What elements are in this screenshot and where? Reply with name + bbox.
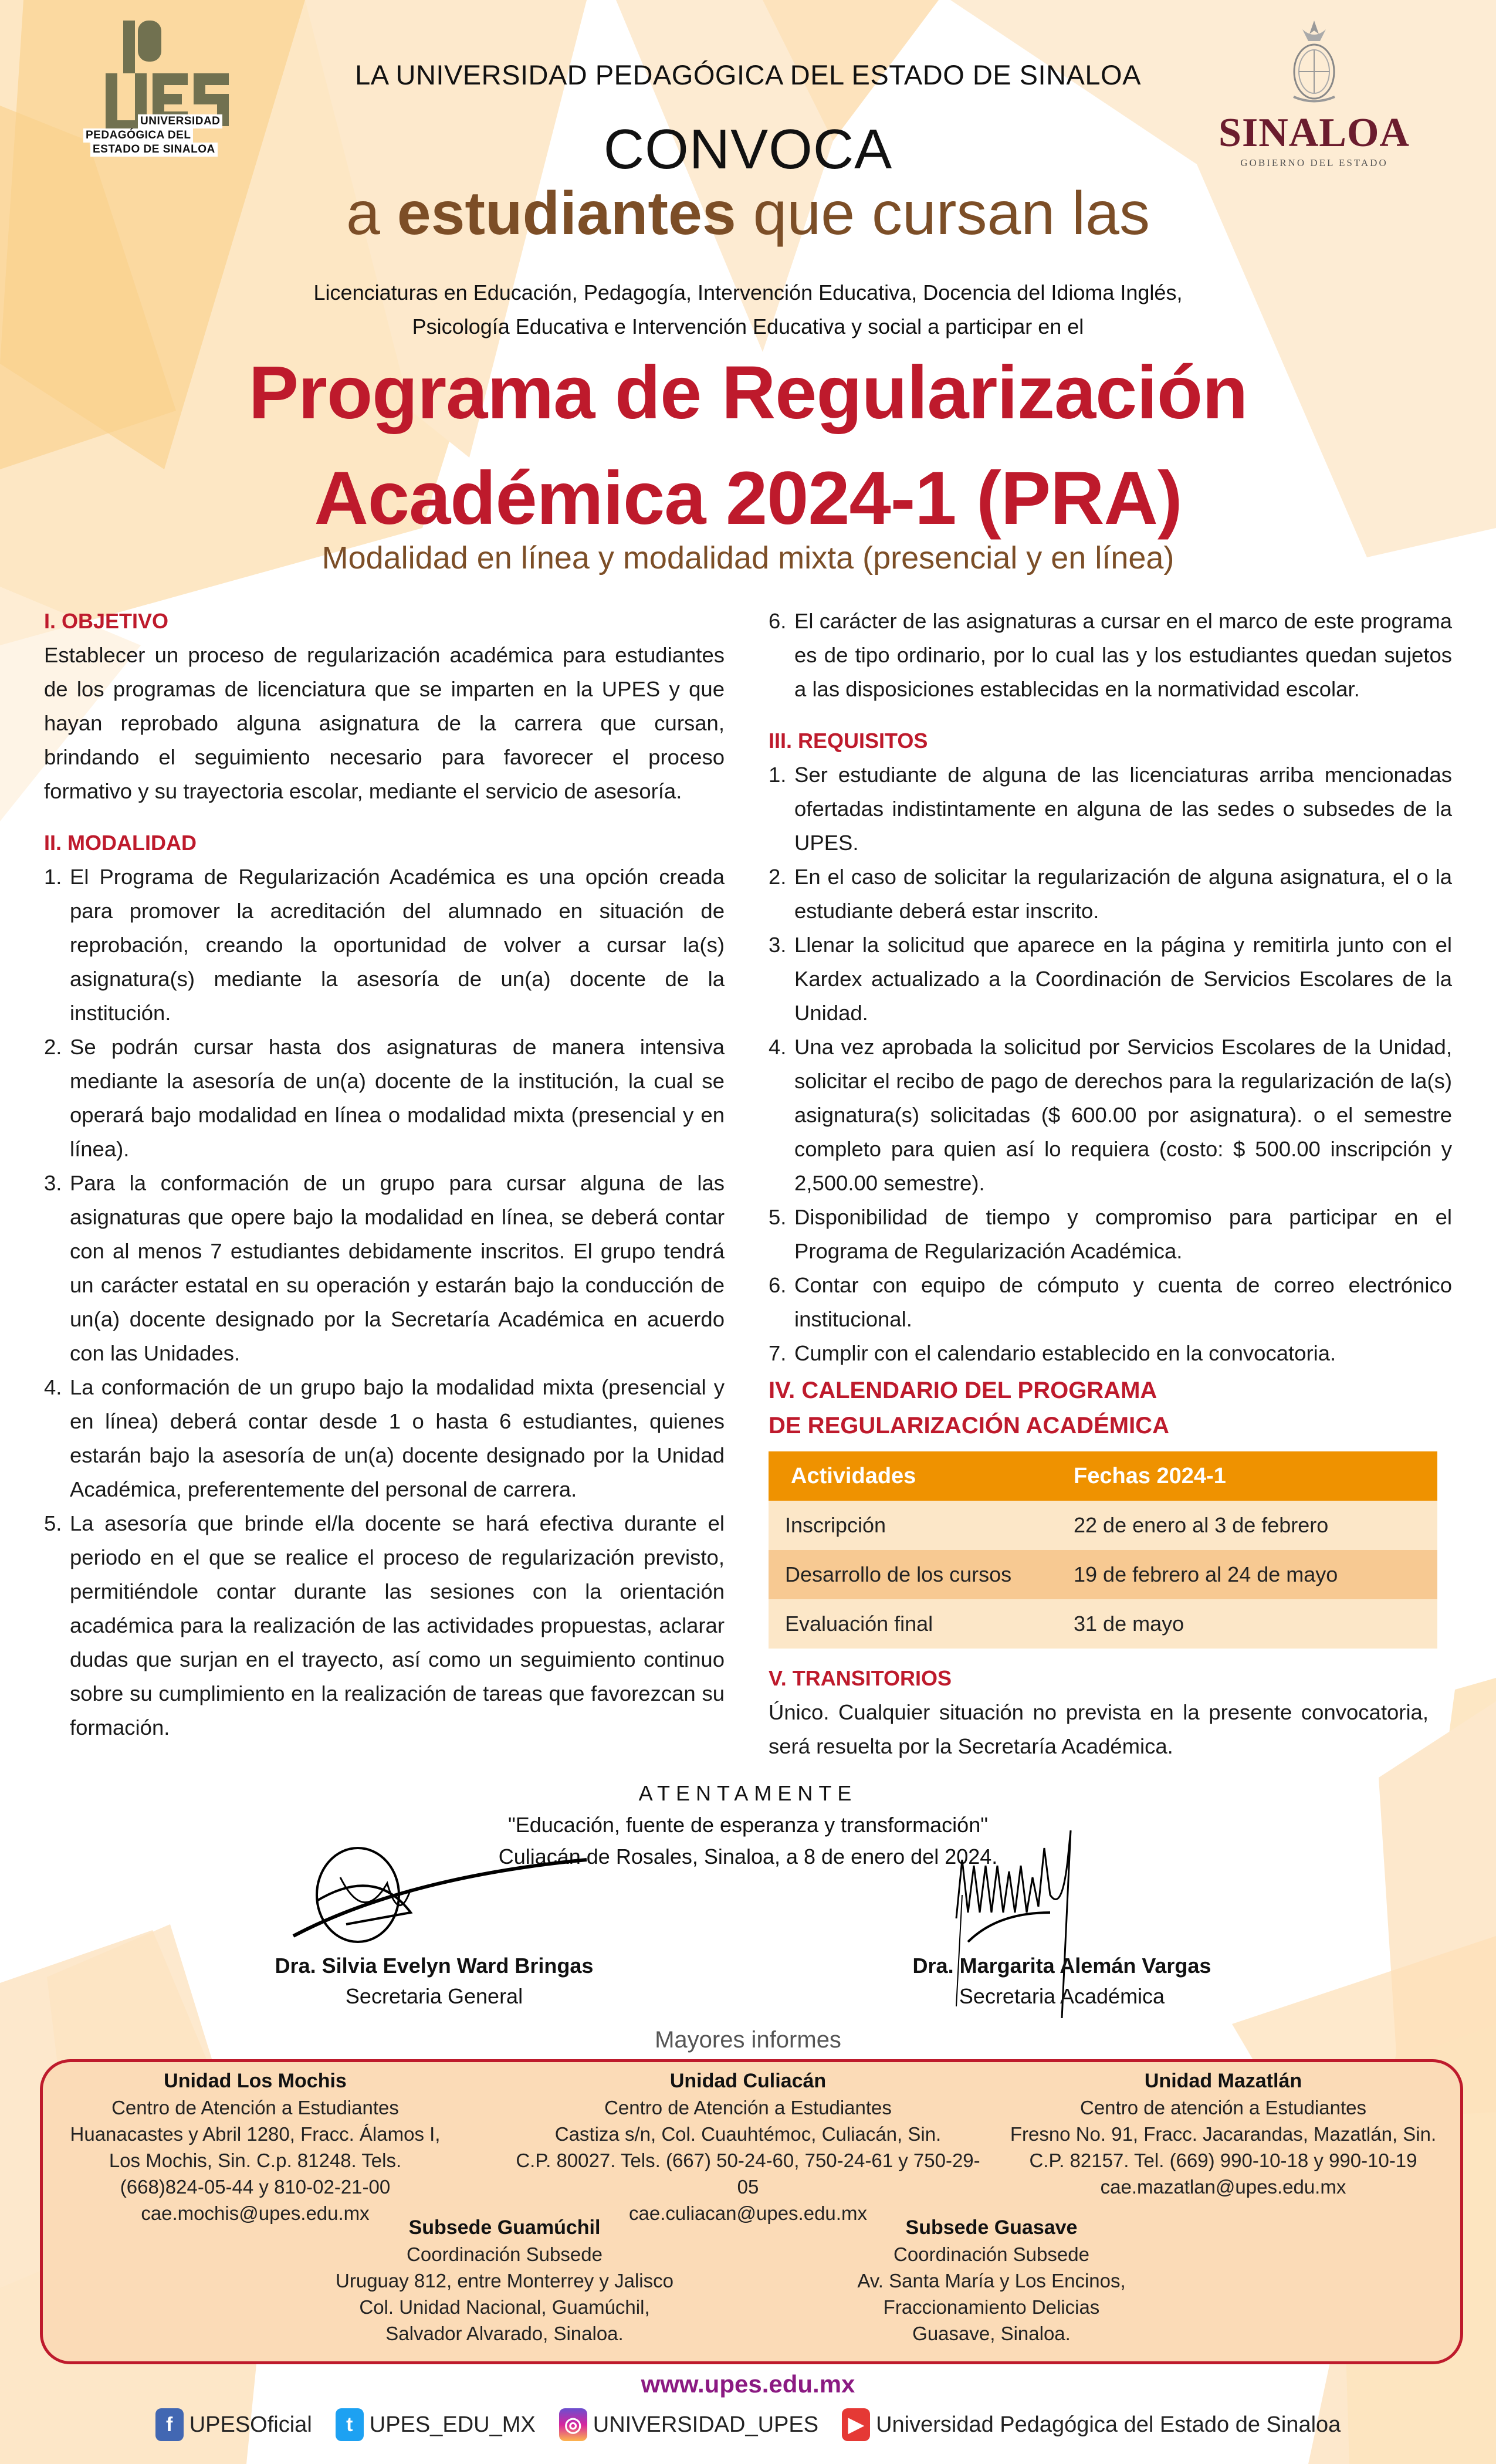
unit-name: Unidad Mazatlán [1144,2070,1302,2092]
item-number: 5. [769,1205,787,1229]
social-label: UNIVERSIDAD_UPES [593,2412,819,2437]
table-cell: Desarrollo de los cursos [769,1550,1074,1599]
section-title-requisitos: III. REQUISITOS [769,729,928,753]
place-date: Culiacán de Rosales, Sinaloa, a 8 de enero del 2024. [498,1844,998,1869]
unit-line: Uruguay 812, entre Monterrey y Jalisco [336,2270,673,2292]
social-label: UPES_EDU_MX [369,2412,536,2437]
audience-bold: estudiantes [397,180,736,248]
facebook-icon: f [155,2408,184,2441]
upes-logo-line3: ESTADO DE SINALOA [90,143,218,157]
item-number: 1. [769,763,787,787]
signer-name: Dra. Margarita Alemán Vargas [912,1954,1211,1978]
unit-email[interactable]: cae.culiacan@upes.edu.mx [629,2202,867,2224]
modalidad-item [44,860,725,1030]
unit-line: Col. Unidad Nacional, Guamúchil, [359,2296,650,2318]
convoca-heading: CONVOCA [603,118,893,181]
item-text: El carácter de las asignaturas a cursar en el marco de este programa es de tipo ordinario, por lo cual las y los estudiantes quedan sujetos a las disposiciones establecidas en la normatividad escolar. [794,609,1452,701]
unit-line: Castiza s/n, Col. Cuauhtémoc, Culiacán, Sin. [554,2123,942,2145]
unit-line: Centro de Atención a Estudiantes [111,2097,399,2118]
institution-name: LA UNIVERSIDAD PEDAGÓGICA DEL ESTADO DE SINALOA [355,59,1141,90]
right-column [769,604,1452,1764]
audience-suffix: que cursan las [753,180,1150,248]
item-text: Una vez aprobada la solicitud por Servicios Escolares de la Unidad, solicitar el recibo de pago de derechos para la regularización de la(s) asignatura(s) solicitadas ($ 600.00 por asignatura). o el semestre completo para quien así lo requiera (costo: $ 500.00 inscripción y 2,500.00 semestre). [794,1035,1452,1195]
signer-name: Dra. Silvia Evelyn Ward Bringas [275,1954,594,1978]
modalidad-item [44,1370,725,1507]
unit-line: (668)824-05-44 y 810-02-21-00 [120,2176,391,2198]
social-youtube[interactable] [842,2408,1341,2441]
audience-prefix: a [346,180,380,248]
program-title-line-2: Académica 2024-1 (PRA) [314,456,1182,540]
column-header: Fechas 2024-1 [1074,1451,1437,1501]
unit-line: Centro de atención a Estudiantes [1080,2097,1366,2118]
requisito-item [769,1268,1452,1336]
instagram-icon: ◎ [559,2408,587,2441]
sinaloa-wordmark: SINALOA [1219,110,1410,155]
unit-line: Fraccionamiento Delicias [883,2296,1100,2318]
upes-logo-line2: PEDAGÓGICA DEL [83,128,193,143]
requisito-item [769,860,1452,928]
unit-los-mochis [18,2068,493,2226]
item-text: La conformación de un grupo bajo la modalidad mixta (presencial y en línea) deberá contar desde 1 o hasta 6 estudiantes, quienes estarán bajo la asesoría de un(a) docente designado por la Unidad Académica, preferentemente del personal de carrera. [70,1375,725,1501]
unit-line: C.P. 80027. Tels. (667) 50-24-60, 750-24-61 y 750-29-05 [516,2150,980,2198]
left-column [44,604,725,1745]
atentamente: ATENTAMENTE [638,1781,858,1805]
modalidad-item [769,604,1452,706]
column-header: Actividades [769,1451,1074,1501]
social-label: Universidad Pedagógica del Estado de Sinaloa [876,2412,1341,2437]
calendario-title-line-1: IV. CALENDARIO DEL PROGRAMA [769,1377,1157,1403]
social-twitter[interactable] [336,2408,536,2441]
unit-name: Unidad Culiacán [669,2070,827,2092]
unit-line: Guasave, Sinaloa. [912,2323,1071,2344]
section-title-objetivo: I. OBJETIVO [44,609,169,633]
requisito-item [769,1336,1452,1370]
subsede-guasave [757,2215,1226,2347]
item-number: 1. [44,865,62,889]
item-number: 6. [769,1273,787,1297]
unit-culiacan [510,2068,986,2226]
table-header-row [769,1451,1437,1501]
modalidad-item [44,1507,725,1745]
youtube-icon: ▶ [842,2408,870,2441]
objetivo-text: Establecer un proceso de regularización académica para estudiantes de los programas de licenciatura que se imparten en la UPES y que hayan reprobado alguna asignatura de la carrera que cursan, brindando el seguimiento necesario para favorecer el proceso formativo y su trayectoria escolar, mediante el servicio de asesoría. [44,643,725,803]
unit-line: Los Mochis, Sin. C.p. 81248. Tels. [109,2150,402,2171]
section-title-transitorios: V. TRANSITORIOS [769,1666,952,1690]
table-row [769,1501,1437,1550]
unit-line: Huanacastes y Abril 1280, Fracc. Álamos I, [70,2123,441,2145]
social-facebook[interactable] [155,2408,312,2441]
licenciaturas-line-2: Psicología Educativa e Intervención Educativa y social a participar en el [412,314,1084,339]
table-row [769,1599,1437,1649]
unit-line: Coordinación Subsede [893,2243,1089,2265]
table-cell: 22 de enero al 3 de febrero [1074,1501,1437,1550]
item-number: 6. [769,609,787,633]
item-text: Disponibilidad de tiempo y compromiso para participar en el Programa de Regularización Académica. [794,1205,1452,1263]
item-number: 2. [769,865,787,889]
sinaloa-subtitle: GOBIERNO DEL ESTADO [1240,157,1388,168]
item-number: 3. [769,933,787,957]
table-cell: Evaluación final [769,1599,1074,1649]
item-number: 2. [44,1035,62,1059]
audience-line [0,179,1496,249]
program-title-line-1: Programa de Regularización [248,351,1248,435]
signature-left [229,1951,639,2012]
signer-role: Secretaria Académica [959,1984,1165,2008]
twitter-icon: t [336,2408,364,2441]
item-number: 7. [769,1341,787,1365]
requisito-item [769,758,1452,860]
signature-left-scribble [258,1842,610,1959]
unit-mazatlan [986,2068,1461,2200]
unit-line: Centro de Atención a Estudiantes [604,2097,892,2118]
transitorios-text: Único. Cualquier situación no prevista en la presente convocatoria, será resuelta por la Secretaría Académica. [769,1700,1429,1758]
calendario-title-line-2: DE REGULARIZACIÓN ACADÉMICA [769,1413,1169,1439]
social-links [0,2408,1496,2441]
program-title [0,340,1496,551]
unit-name: Subsede Guamúchil [408,2216,601,2239]
item-text: El Programa de Regularización Académica es una opción creada para promover la acreditación del alumnado en situación de reprobación, creando la oportunidad de volver a cursar la(s) asignatura(s) mediante la asesoría de un(a) docente de la institución. [70,865,725,1025]
motto: "Educación, fuente de esperanza y transformación" [507,1813,989,1837]
table-cell: 31 de mayo [1074,1599,1437,1649]
unit-email[interactable]: cae.mochis@upes.edu.mx [141,2202,370,2224]
item-text: Cumplir con el calendario establecido en la convocatoria. [794,1341,1336,1365]
website-link[interactable]: www.upes.edu.mx [641,2370,855,2398]
item-text: En el caso de solicitar la regularización de alguna asignatura, el o la estudiante deberá estar inscrito. [794,865,1452,923]
requisito-item [769,1200,1452,1268]
contact-heading: Mayores informes [655,2027,841,2053]
licenciaturas-line-1: Licenciaturas en Educación, Pedagogía, Intervención Educativa, Docencia del Idioma Inglés, [313,280,1183,304]
unit-name: Subsede Guasave [905,2216,1078,2239]
unit-line: Av. Santa María y Los Encinos, [857,2270,1126,2292]
item-number: 3. [44,1171,62,1195]
unit-line: Fresno No. 91, Fracc. Jacarandas, Mazatlán, Sin. [1010,2123,1437,2145]
item-text: Para la conformación de un grupo para cursar alguna de las asignaturas que opere bajo la modalidad en línea, se deberá contar con al menos 7 estudiantes debidamente inscritos. El grupo tendrá un carácter estatal en su operación y estarán bajo la conducción de un(a) docente designado por la Secretaría Académica en acuerdo con las Unidades. [70,1171,725,1365]
social-label: UPESOficial [189,2412,312,2437]
unit-line: Salvador Alvarado, Sinaloa. [385,2323,624,2344]
licenciaturas-list [0,276,1496,344]
closing-block [0,1778,1496,1873]
table-cell: 19 de febrero al 24 de mayo [1074,1550,1437,1599]
unit-name: Unidad Los Mochis [164,2070,347,2092]
unit-email[interactable]: cae.mazatlan@upes.edu.mx [1100,2176,1346,2198]
item-text: Ser estudiante de alguna de las licenciaturas arriba mencionadas ofertadas indistintamente en alguna de las sedes o subsedes de la UPES. [794,763,1452,855]
item-number: 4. [44,1375,62,1399]
subsede-guamuchil [270,2215,739,2347]
table-row [769,1550,1437,1599]
unit-line: Coordinación Subsede [407,2243,603,2265]
calendar-table [769,1451,1437,1649]
modalidad-item [44,1030,725,1166]
section-title-modalidad: II. MODALIDAD [44,831,197,855]
item-text: Se podrán cursar hasta dos asignaturas de manera intensiva mediante la asesoría de un(a) docente de la institución, la cual se operará bajo modalidad en línea o modalidad mixta (presencial y en línea). [70,1035,725,1161]
upes-logo-line1: UNIVERSIDAD [138,114,222,128]
signature-right [857,1951,1267,2012]
modalidad-item [44,1166,725,1370]
item-text: La asesoría que brinde el/la docente se hará efectiva durante el periodo en el que se realice el proceso de regularización previsto, permitiéndole contar durante las sesiones con la orientación académica para la realización de las actividades propuestas, aclarar dudas que surjan en el trayecto, así como un seguimiento continuo sobre su cumplimiento en la realización de tareas que favorezcan su formación. [70,1511,725,1739]
item-text: Contar con equipo de cómputo y cuenta de correo electrónico institucional. [794,1273,1452,1331]
item-number: 5. [44,1511,62,1535]
requisito-item [769,1030,1452,1200]
item-text: Llenar la solicitud que aparece en la página y remitirla junto con el Kardex actualizado a la Coordinación de Servicios Escolares de la Unidad. [794,933,1452,1025]
requisito-item [769,928,1452,1030]
social-instagram[interactable] [559,2408,818,2441]
signer-role: Secretaria General [345,1984,523,2008]
modalidad-subtitle: Modalidad en línea y modalidad mixta (presencial y en línea) [321,540,1175,576]
table-cell: Inscripción [769,1501,1074,1550]
item-number: 4. [769,1035,787,1059]
unit-line: C.P. 82157. Tel. (669) 990-10-18 y 990-10-19 [1029,2150,1417,2171]
section-title-calendario [769,1373,1452,1443]
